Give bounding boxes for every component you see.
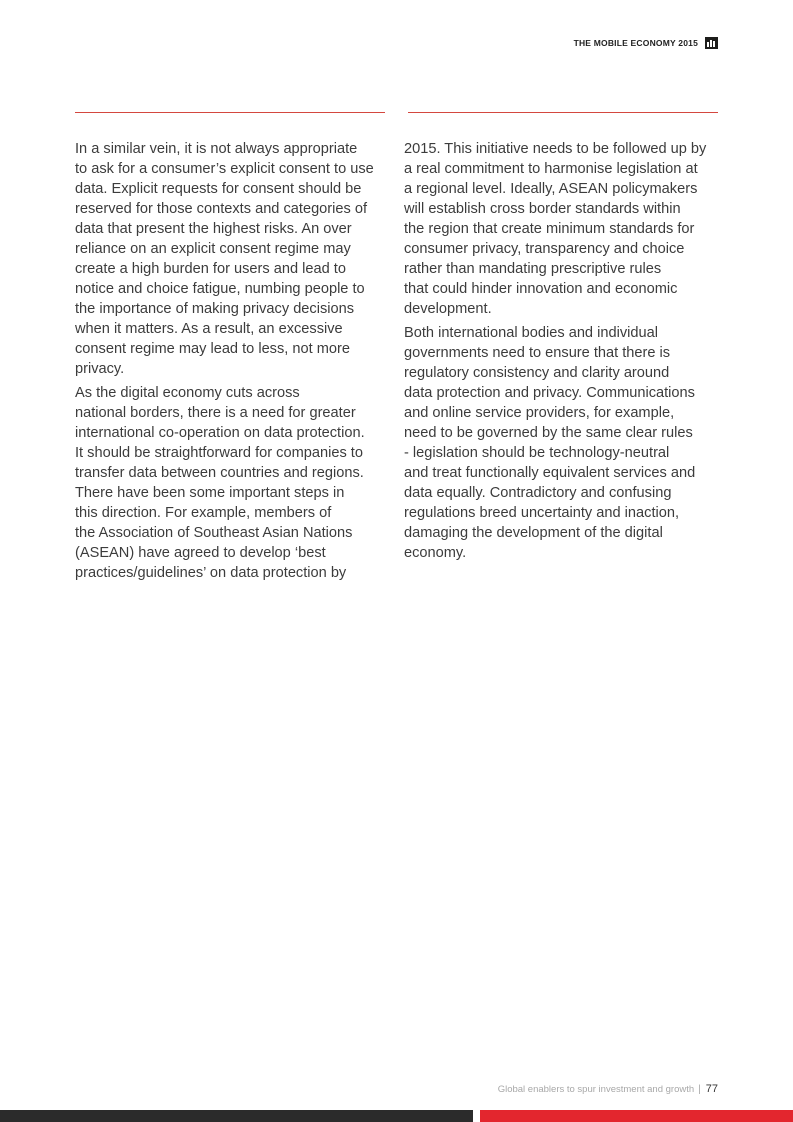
publication-title: THE MOBILE ECONOMY 2015 bbox=[573, 38, 698, 48]
footer-separator: | bbox=[698, 1083, 701, 1095]
text-line: Both international bodies and individual bbox=[404, 325, 658, 341]
text-line: privacy. bbox=[75, 361, 125, 377]
text-line: national borders, there is a need for greater bbox=[75, 405, 356, 421]
text-line: There have been some important steps in bbox=[75, 485, 345, 501]
text-line: As the digital economy cuts across bbox=[75, 385, 300, 401]
text-line: will establish cross border standards within bbox=[404, 201, 681, 217]
text-line: the Association of Southeast Asian Nations bbox=[75, 525, 353, 541]
text-line: that could hinder innovation and economic bbox=[404, 281, 678, 297]
bottom-bar-red bbox=[480, 1110, 793, 1122]
paragraph-digital-economy bbox=[75, 383, 391, 583]
right-text-column bbox=[404, 139, 720, 567]
paragraph-regulatory-consistency bbox=[404, 323, 720, 563]
text-line: reserved for those contexts and categories of bbox=[75, 201, 368, 217]
page-number: 77 bbox=[705, 1083, 718, 1095]
text-line: a regional level. Ideally, ASEAN policymakers bbox=[404, 181, 698, 197]
text-line: regulatory consistency and clarity around bbox=[404, 365, 670, 381]
text-line: data protection and privacy. Communications bbox=[404, 385, 695, 401]
text-line: need to be governed by the same clear rules bbox=[404, 425, 693, 441]
paragraph-asean-initiative bbox=[404, 139, 720, 319]
text-line: development. bbox=[404, 301, 492, 317]
text-line: regulations breed uncertainty and inaction, bbox=[404, 505, 680, 521]
section-title: Global enablers to spur investment and growth bbox=[497, 1083, 695, 1095]
text-line: consumer privacy, transparency and choice bbox=[404, 241, 685, 257]
text-line: data that present the highest risks. An over bbox=[75, 221, 352, 237]
page-footer bbox=[498, 1083, 718, 1095]
paragraph-consent bbox=[75, 139, 391, 379]
text-line: - legislation should be technology-neutral bbox=[404, 445, 670, 461]
text-line: to ask for a consumer’s explicit consent to use bbox=[75, 161, 374, 177]
text-line: when it matters. As a result, an excessive bbox=[75, 321, 343, 337]
text-line: and online service providers, for example, bbox=[404, 405, 675, 421]
text-line: damaging the development of the digital bbox=[404, 525, 663, 541]
text-line: the importance of making privacy decisions bbox=[75, 301, 355, 317]
text-line: a real commitment to harmonise legislation at bbox=[404, 161, 698, 177]
text-line: (ASEAN) have agreed to develop ‘best bbox=[75, 545, 326, 561]
text-line: this direction. For example, members of bbox=[75, 505, 332, 521]
text-line: In a similar vein, it is not always appropriate bbox=[75, 141, 358, 157]
text-line: reliance on an explicit consent regime may bbox=[75, 241, 351, 257]
text-line: data equally. Contradictory and confusing bbox=[404, 485, 672, 501]
chart-logo-icon bbox=[705, 37, 718, 49]
page-header bbox=[574, 37, 718, 49]
bottom-bar-dark bbox=[0, 1110, 473, 1122]
text-line: data. Explicit requests for consent should be bbox=[75, 181, 362, 197]
text-line: notice and choice fatigue, numbing people to bbox=[75, 281, 365, 297]
right-column-rule bbox=[408, 112, 718, 113]
text-line: It should be straightforward for companies to bbox=[75, 445, 363, 461]
text-line: rather than mandating prescriptive rules bbox=[404, 261, 662, 277]
text-line: economy. bbox=[404, 545, 467, 561]
text-line: 2015. This initiative needs to be followed up by bbox=[404, 141, 707, 157]
text-line: create a high burden for users and lead to bbox=[75, 261, 346, 277]
text-line: and treat functionally equivalent services and bbox=[404, 465, 696, 481]
text-line: international co-operation on data protection. bbox=[75, 425, 365, 441]
left-text-column bbox=[75, 139, 391, 587]
text-line: consent regime may lead to less, not more bbox=[75, 341, 350, 357]
text-line: governments need to ensure that there is bbox=[404, 345, 671, 361]
text-line: the region that create minimum standards for bbox=[404, 221, 695, 237]
text-line: practices/guidelines’ on data protection by bbox=[75, 565, 347, 581]
left-column-rule bbox=[75, 112, 385, 113]
text-line: transfer data between countries and regions. bbox=[75, 465, 364, 481]
